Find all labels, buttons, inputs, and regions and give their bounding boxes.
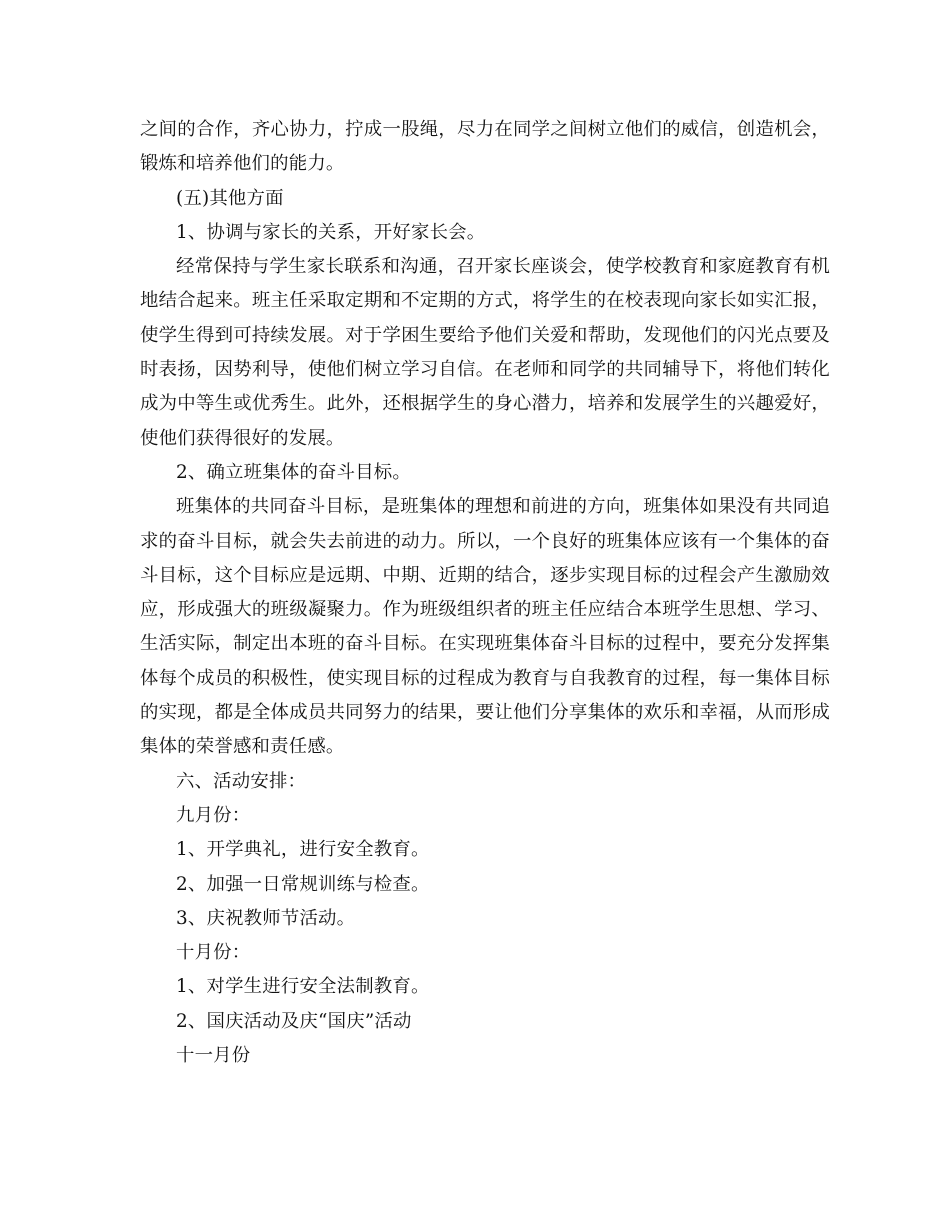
- list-item: 2、加强一日常规训练与检查。: [176, 873, 430, 895]
- month-heading-november: 十一月份: [176, 1045, 251, 1067]
- paragraph-class-goal: 班集体的共同奋斗目标，是班集体的理想和前进的方向，班集体如果没有共同追求的奋斗目标，就会失去前进的动力。所以，一个良好的班集体应该有一个集体的奋斗目标，这个目标应是远期、中期、近期的结合，逐步实现目标的过程会产生激励效应，形成强大的班级凝聚力。作为班级组织者的班主任应结合本班学生思想、学习、生活实际，制定出本班的奋斗目标。在实现班集体奋斗目标的过程中，要充分发挥集体每个成员的积极性，使实现目标的过程成为教育与自我教育的过程，每一集体目标的实现，都是全体成员共同努力的结果，要让他们分享集体的欢乐和幸福，从而形成集体的荣誉感和责任感。: [140, 496, 830, 758]
- paragraph-continuation: 之间的合作，齐心协力，拧成一股绳，尽力在同学之间树立他们的威信，创造机会，锻炼和培养他们的能力。: [140, 119, 830, 175]
- list-item: 1、开学典礼，进行安全教育。: [176, 839, 430, 861]
- month-heading-september: 九月份：: [176, 804, 251, 826]
- list-item: 2、国庆活动及庆“国庆”活动: [176, 1010, 412, 1032]
- month-heading-october: 十月份：: [176, 942, 251, 964]
- section-heading-other-aspects: (五)其他方面: [176, 187, 284, 209]
- paragraph-parents: 经常保持与学生家长联系和沟通，召开家长座谈会，使学校教育和家庭教育有机地结合起来。班主任采取定期和不定期的方式，将学生的在校表现向家长如实汇报，使学生得到可持续发展。对于学困生要给予他们关爱和帮助，发现他们的闪光点要及时表扬，因势利导，使他们树立学习自信。在老师和同学的共同辅导下，将他们转化成为中等生或优秀生。此外，还根据学生的身心潜力，培养和发展学生的兴趣爱好，使他们获得很好的发展。: [140, 256, 830, 449]
- item-heading-class-goal: 2、确立班集体的奋斗目标。: [176, 461, 411, 483]
- document-body: [140, 113, 830, 1073]
- section-heading-activities: 六、活动安排：: [176, 770, 307, 792]
- list-item: 3、庆祝教师节活动。: [176, 907, 356, 929]
- list-item: 1、对学生进行安全法制教育。: [176, 976, 430, 998]
- item-heading-parents: 1、协调与家长的关系，开好家长会。: [176, 221, 486, 243]
